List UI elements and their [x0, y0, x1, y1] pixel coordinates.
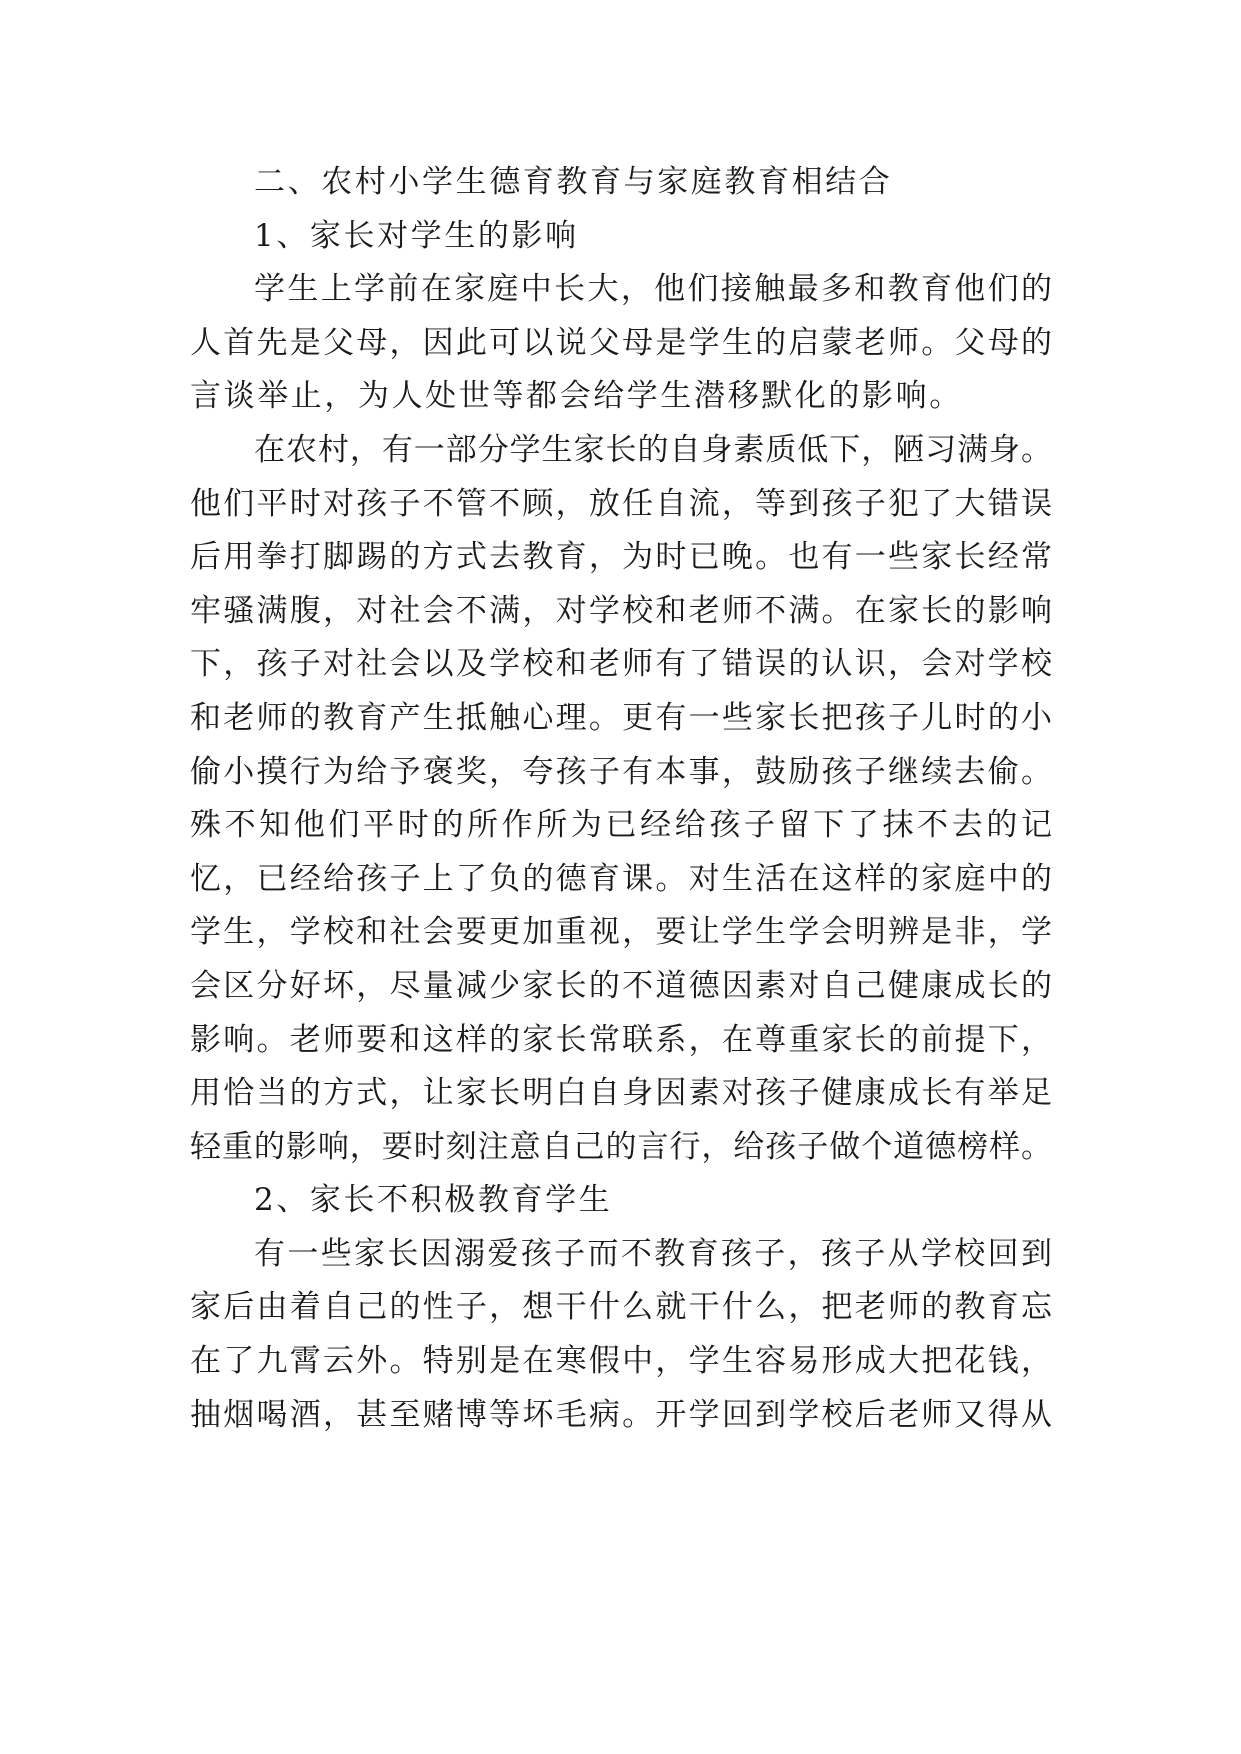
paragraph-first-line: 1、家长对学生的影响	[254, 217, 579, 254]
paragraph-line: 他们平时对孩子不管不顾，放任自流，等到孩子犯了大错误	[190, 485, 1052, 522]
paragraph-line: 家后由着自己的性子，想干什么就干什么，把老师的教育忘	[190, 1289, 1052, 1326]
paragraph-line: 用恰当的方式，让家长明白自身因素对孩子健康成长有举足	[190, 1075, 1052, 1112]
paragraph-line: 会区分好坏，尽量减少家长的不道德因素对自己健康成长的	[190, 967, 1052, 1004]
paragraph-first-line: 2、家长不积极教育学生	[254, 1182, 613, 1219]
paragraph-line: 言谈举止，为人处世等都会给学生潜移默化的影响。	[190, 378, 963, 415]
paragraph-line: 下，孩子对社会以及学校和老师有了错误的认识，会对学校	[190, 646, 1052, 683]
paragraph-first-line: 二、农村小学生德育教育与家庭教育相结合	[254, 164, 893, 200]
paragraph-line: 轻重的影响，要时刻注意自己的言行，给孩子做个道德榜样。	[190, 1128, 1052, 1165]
paragraph-line: 和老师的教育产生抵触心理。更有一些家长把孩子儿时的小	[190, 699, 1052, 736]
paragraph-line: 牢骚满腹，对社会不满，对学校和老师不满。在家长的影响	[190, 592, 1052, 629]
paragraph-line: 抽烟喝酒，甚至赌博等坏毛病。开学回到学校后老师又得从	[190, 1396, 1052, 1433]
paragraph-line: 偷小摸行为给予褒奖，夸孩子有本事，鼓励孩子继续去偷。	[190, 753, 1052, 790]
paragraph-first-line: 在农村，有一部分学生家长的自身素质低下，陋习满身。	[254, 431, 1052, 468]
paragraph-line: 学生，学校和社会要更加重视，要让学生学会明辨是非，学	[190, 914, 1052, 951]
paragraph-line: 在了九霄云外。特别是在寒假中，学生容易形成大把花钱，	[190, 1343, 1052, 1380]
paragraph-line: 人首先是父母，因此可以说父母是学生的启蒙老师。父母的	[190, 324, 1052, 361]
paragraph-line: 后用拳打脚踢的方式去教育，为时已晚。也有一些家长经常	[190, 539, 1052, 576]
paragraph-line: 殊不知他们平时的所作所为已经给孩子留下了抹不去的记	[190, 807, 1052, 844]
paragraph-line: 影响。老师要和这样的家长常联系，在尊重家长的前提下，	[190, 1021, 1052, 1058]
paragraph-line: 忆，已经给孩子上了负的德育课。对生活在这样的家庭中的	[190, 860, 1052, 897]
document-body	[190, 156, 1052, 1442]
paragraph-first-line: 有一些家长因溺爱孩子而不教育孩子，孩子从学校回到	[254, 1235, 1052, 1272]
paragraph-first-line: 学生上学前在家庭中长大，他们接触最多和教育他们的	[254, 271, 1052, 308]
